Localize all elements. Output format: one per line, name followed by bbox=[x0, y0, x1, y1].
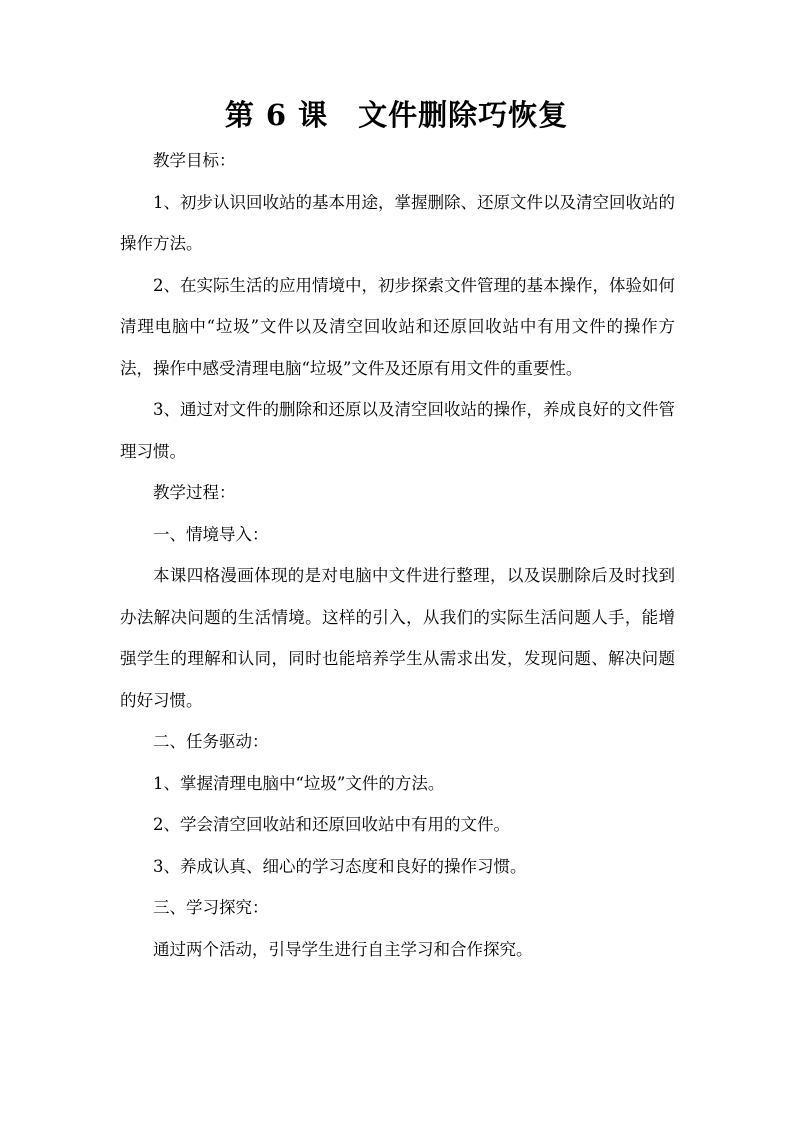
paragraph-goal-2: 2、在实际生活的应用情境中，初步探索文件管理的基本操作，体验如何清理电脑中“垃圾”文件以及清空回收站和还原回收站中有用文件的操作方法，操作中感受清理电脑“垃圾”文件及还原有用文件的重要性。 bbox=[120, 275, 675, 378]
paragraph-teaching-goals-heading: 教学目标： bbox=[153, 151, 236, 170]
document-title: 第 6 课 文件删除巧恢复 bbox=[224, 98, 569, 132]
document-body bbox=[120, 140, 675, 970]
paragraph-section-3-body: 通过两个活动，引导学生进行自主学习和合作探究。 bbox=[153, 939, 533, 959]
paragraph-goal-3: 3、通过对文件的删除和还原以及清空回收站的操作，养成良好的文件管理习惯。 bbox=[120, 400, 675, 461]
paragraph-teaching-process-heading: 教学过程： bbox=[153, 483, 236, 502]
paragraph-task-3: 3、养成认真、细心的学习态度和良好的操作习惯。 bbox=[153, 856, 527, 876]
paragraph-task-2: 2、学会清空回收站和还原回收站中有用的文件。 bbox=[153, 815, 510, 834]
paragraph-goal-1: 1、初步认识回收站的基本用途，掌握删除、还原文件以及清空回收站的操作方法。 bbox=[120, 192, 675, 253]
paragraph-task-1: 1、掌握清理电脑中“垃圾”文件的方法。 bbox=[153, 773, 445, 793]
paragraph-section-1-heading: 一、情境导入： bbox=[153, 524, 269, 544]
paragraph-section-2-heading: 二、任务驱动： bbox=[153, 732, 269, 751]
paragraph-section-3-heading: 三、学习探究： bbox=[153, 898, 269, 917]
paragraph-section-1-body: 本课四格漫画体现的是对电脑中文件进行整理，以及误删除后及时找到办法解决问题的生活情境。这样的引入，从我们的实际生活问题人手，能增强学生的理解和认同，同时也能培养学生从需求出发，发现问题、解决问题的好习惯。 bbox=[120, 566, 675, 710]
